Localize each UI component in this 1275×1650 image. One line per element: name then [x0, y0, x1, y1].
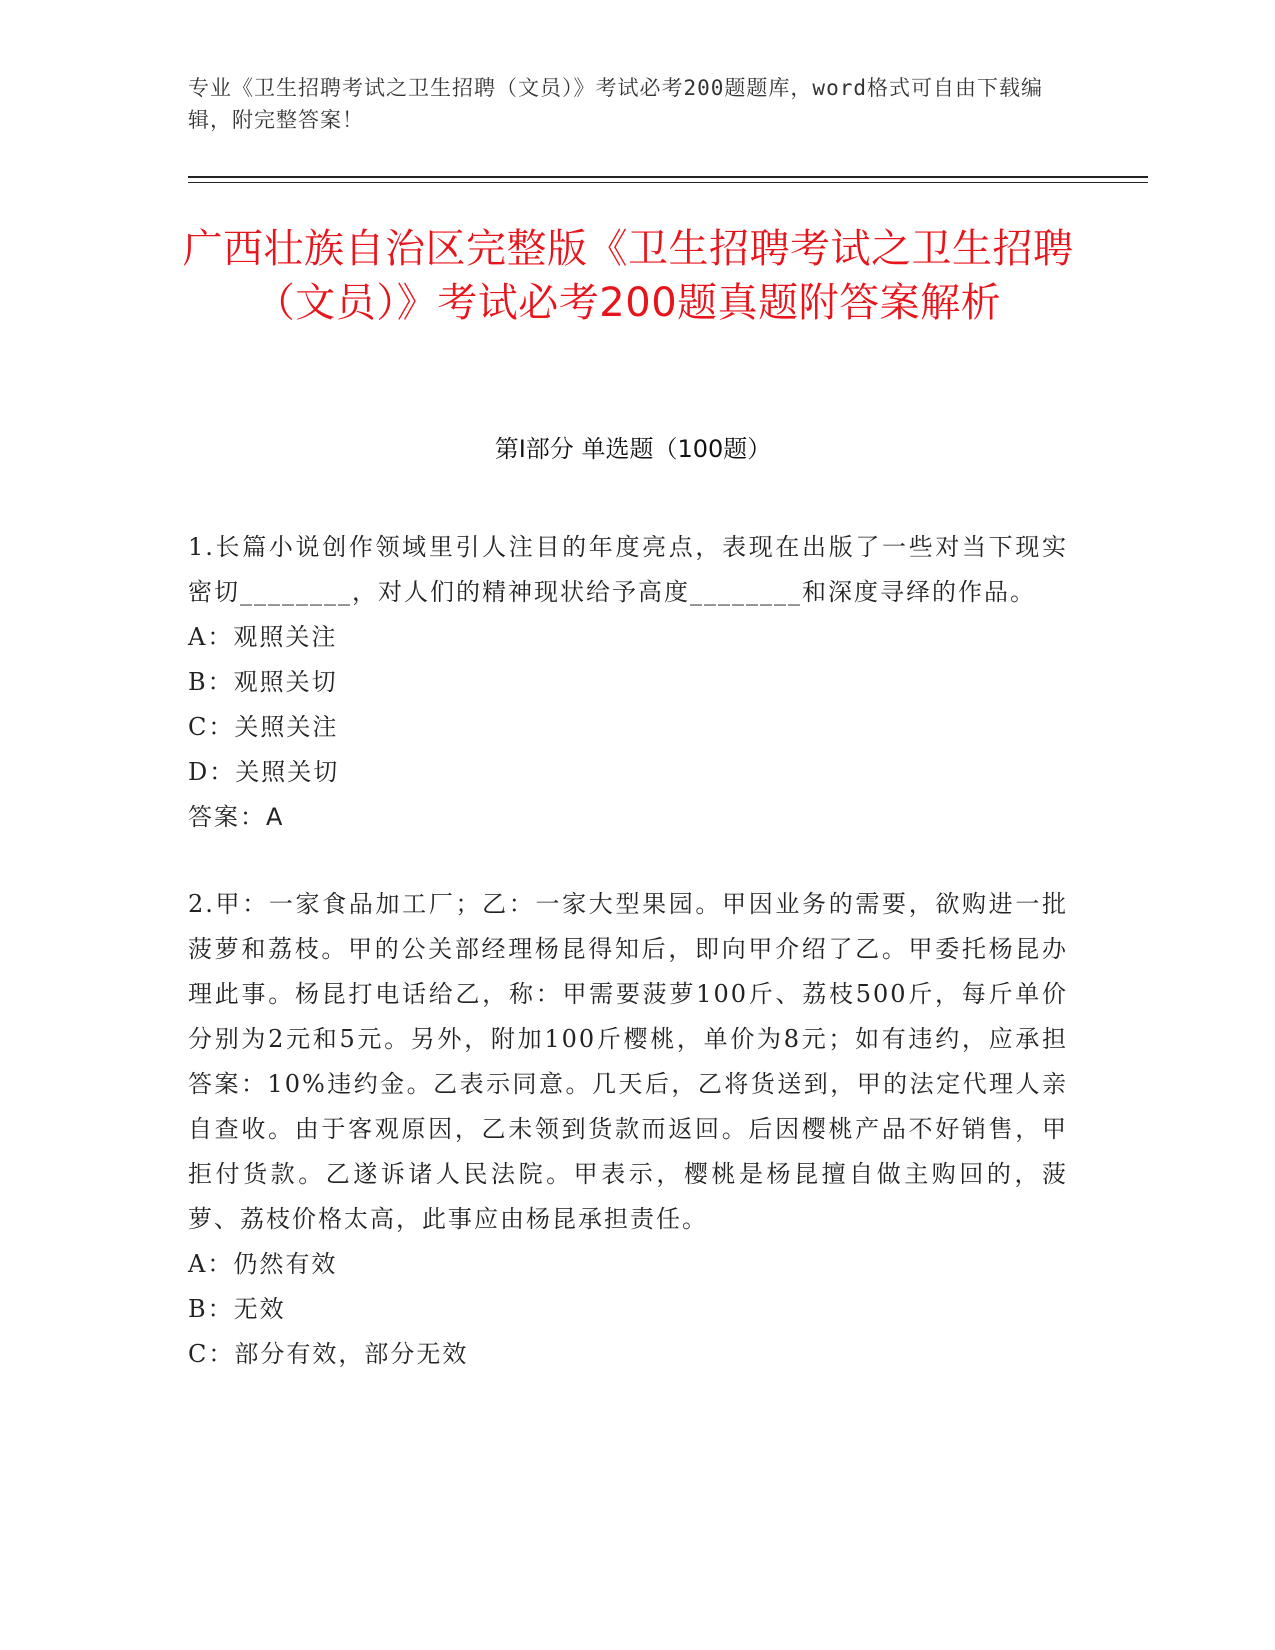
option-b: B：无效: [188, 1295, 286, 1323]
header-divider-thick: [188, 176, 1148, 178]
answer-line: 答案：A: [188, 803, 285, 831]
question-stem: 1.长篇小说创作领域里引人注目的年度亮点，表现在出版了一些对当下现实密切________，对人们的精神现状给予高度________和深度寻绎的作品。: [188, 533, 1068, 606]
question-2: [188, 882, 1068, 1377]
header-note: 专业《卫生招聘考试之卫生招聘（文员）》考试必考200题题库，word格式可自由下载编辑，附完整答案！: [188, 76, 1043, 132]
document-title: 广西壮族自治区完整版《卫生招聘考试之卫生招聘（文员）》考试必考200题真题附答案解析: [182, 226, 1074, 326]
option-a: A：观照关注: [188, 623, 338, 651]
question-1: [188, 525, 1068, 840]
question-stem: 2.甲：一家食品加工厂；乙：一家大型果园。甲因业务的需要，欲购进一批菠萝和荔枝。甲的公关部经理杨昆得知后，即向甲介绍了乙。甲委托杨昆办理此事。杨昆打电话给乙，称：甲需要菠萝100斤、荔枝500斤，每斤单价分别为2元和5元。另外，附加100斤樱桃，单价为8元；如有违约，应承担答案：10%违约金。乙表示同意。几天后，乙将货送到，甲的法定代理人亲自查收。由于客观原因，乙未领到货款而返回。后因樱桃产品不好销售，甲拒付货款。乙遂诉诸人民法院。甲表示，樱桃是杨昆擅自做主购回的，菠萝、荔枝价格太高，此事应由杨昆承担责任。: [188, 890, 1068, 1233]
option-c: C：关照关注: [188, 713, 339, 741]
section-heading: 第Ⅰ部分 单选题（100题）: [494, 435, 772, 463]
option-a: A：仍然有效: [188, 1250, 338, 1278]
document-page: [182, 0, 1093, 1650]
option-c: C：部分有效，部分无效: [188, 1340, 469, 1368]
option-d: D：关照关切: [188, 758, 340, 786]
option-b: B：观照关切: [188, 668, 338, 696]
header-divider-thin: [188, 182, 1148, 183]
question-list: [188, 525, 1068, 1419]
